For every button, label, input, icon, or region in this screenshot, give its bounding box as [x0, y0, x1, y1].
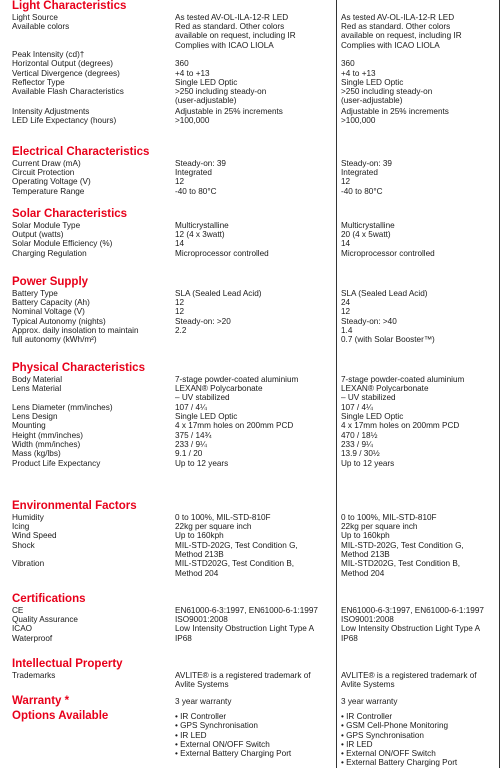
spec-value-model-b: Up to 160kph — [341, 531, 390, 541]
spec-row — [0, 431, 503, 440]
spec-label: Temperature Range — [12, 186, 85, 196]
spec-value-model-a: Microprocessor controlled — [175, 248, 269, 258]
spec-value-model-a: 7-stage powder-coated aluminium — [175, 374, 299, 384]
spec-value-model-b: 233 / 9¼ — [341, 439, 373, 449]
spec-value-model-a: 9.1 / 20 — [175, 449, 203, 459]
section-heading: Intellectual Property — [12, 658, 123, 670]
spec-row — [0, 116, 503, 125]
spec-label: Quality Assurance — [12, 615, 78, 625]
spec-row — [0, 249, 503, 258]
options-heading: Options Available — [12, 710, 109, 722]
spec-label: Horizontal Output (degrees) — [12, 59, 114, 69]
spec-value-model-a: Low Intensity Obstruction Light Type A — [175, 624, 315, 634]
spec-value-model-a: 22kg per square inch — [175, 522, 252, 532]
spec-label: Waterproof — [12, 633, 53, 643]
spec-value-model-a: >100,000 — [175, 116, 210, 126]
spec-row — [0, 384, 503, 403]
spec-value-model-b: Single LED Optic — [341, 412, 404, 421]
spec-label: Typical Autonomy (nights) — [12, 316, 106, 326]
spec-value-model-a: 4 x 17mm holes on 200mm PCD — [175, 421, 294, 431]
section-heading: Certifications — [12, 593, 86, 605]
spec-value-model-a: Up to 160kph — [175, 531, 224, 541]
spec-value-model-a: Multicrystalline — [175, 220, 229, 230]
spec-value-model-b: 1.4 0.7 (with Solar Booster™) — [341, 326, 435, 345]
spec-value-model-a: 12 — [175, 307, 185, 317]
spec-label: Available Flash Characteristics — [12, 87, 124, 97]
spec-value-model-a: 12 — [175, 298, 185, 308]
spec-row — [0, 541, 503, 560]
section-heading: Environmental Factors — [12, 500, 137, 512]
spec-label: Vibration — [12, 559, 45, 569]
spec-label: ICAO — [12, 624, 33, 634]
spec-label: Battery Type — [12, 288, 58, 298]
spec-value-model-a: +4 to +13 — [175, 68, 210, 78]
spec-value-model-a: 360 — [175, 59, 189, 69]
spec-value-model-b: MIL-STD-202G, Test Condition G, Method 213B — [341, 540, 464, 559]
options-list-model-a — [175, 712, 335, 758]
spec-value-model-a: 14 — [175, 239, 185, 249]
spec-value-model-b: +4 to +13 — [341, 68, 376, 78]
spec-label: Vertical Divergence (degrees) — [12, 68, 120, 78]
warranty-heading: Warranty * — [12, 695, 70, 707]
spec-value-model-a: LEXAN® Polycarbonate – UV stabilized — [175, 384, 263, 403]
spec-value-model-a: 12 — [175, 177, 185, 187]
spec-value-model-a: Red as standard. Other colors available on request, including IR Complies with ICAO LIOLA — [175, 22, 296, 50]
spec-value-model-b: -40 to 80°C — [341, 186, 383, 196]
spec-label: Charging Regulation — [12, 248, 87, 258]
spec-value-model-b: Low Intensity Obstruction Light Type A — [341, 624, 481, 634]
spec-row — [0, 449, 503, 458]
spec-value-model-b: 13.9 / 30½ — [341, 449, 380, 459]
spec-value-model-b: 12 — [341, 307, 351, 317]
spec-value-model-b: 4 x 17mm holes on 200mm PCD — [341, 421, 460, 431]
spec-value-model-b: EN61000-6-3:1997, EN61000-6-1:1997 — [341, 605, 484, 615]
spec-value-model-b: MIL-STD202G, Test Condition B, Method 204 — [341, 559, 461, 578]
spec-value-model-a: Steady-on: 39 — [175, 158, 226, 168]
spec-row — [0, 421, 503, 430]
spec-row — [0, 22, 503, 50]
spec-value-model-b: ISO9001:2008 — [341, 615, 394, 625]
spec-value-model-b: 24 — [341, 298, 351, 308]
spec-row — [0, 440, 503, 449]
spec-label: Solar Module Type — [12, 220, 81, 230]
spec-row — [0, 13, 503, 22]
spec-label: Available colors — [12, 22, 70, 32]
spec-label: Height (mm/inches) — [12, 430, 83, 440]
spec-row — [0, 522, 503, 531]
spec-value-model-b: As tested AV-OL-ILA-12-R LED — [341, 12, 455, 22]
spec-label: Solar Module Efficiency (%) — [12, 239, 113, 249]
spec-label: Output (watts) — [12, 230, 64, 240]
spec-label: Current Draw (mA) — [12, 158, 81, 168]
spec-label: CE — [12, 605, 24, 615]
option-item: • IR Controller — [341, 712, 503, 721]
spec-row — [0, 513, 503, 522]
spec-row — [0, 230, 503, 239]
spec-value-model-b: SLA (Sealed Lead Acid) — [341, 288, 428, 298]
spec-row — [0, 531, 503, 540]
spec-row — [0, 59, 503, 68]
spec-row — [0, 177, 503, 186]
spec-value-model-b: Red as standard. Other colors available on request, including IR Complies with ICAO LIOLA — [341, 22, 462, 50]
spec-value-model-a: -40 to 80°C — [175, 186, 217, 196]
spec-value-model-a: 12 (4 x 3watt) — [175, 230, 225, 240]
spec-value-model-b: 107 / 4¼ — [341, 402, 373, 412]
spec-value-model-a: MIL-STD202G, Test Condition B, Method 204 — [175, 559, 295, 578]
spec-row — [0, 375, 503, 384]
warranty-value-model-b: 3 year warranty — [341, 697, 398, 706]
spec-label: Nominal Voltage (V) — [12, 307, 85, 317]
spec-value-model-b: 20 (4 x 5watt) — [341, 230, 391, 240]
spec-value-model-b: 360 — [341, 59, 355, 69]
spec-value-model-b: Single LED Optic — [341, 77, 404, 87]
option-item: • External Battery Charging Port — [341, 758, 503, 767]
spec-value-model-b: 0 to 100%, MIL-STD-810F — [341, 512, 437, 522]
option-item: • IR LED — [341, 740, 503, 749]
spec-row — [0, 615, 503, 624]
section-heading: Electrical Characteristics — [12, 146, 150, 158]
spec-value-model-b: Integrated — [341, 168, 378, 178]
warranty-value-model-a: 3 year warranty — [175, 697, 232, 706]
spec-label: Width (mm/inches) — [12, 439, 81, 449]
spec-row — [0, 671, 503, 690]
option-item: • GPS Synchronisation — [175, 721, 335, 730]
spec-label: Circuit Protection — [12, 168, 75, 178]
spec-value-model-b: >100,000 — [341, 116, 376, 126]
spec-value-model-a: >250 including steady-on (user-adjustable) — [175, 87, 267, 106]
spec-row — [0, 606, 503, 615]
section-heading: Power Supply — [12, 276, 89, 288]
spec-value-model-b: 22kg per square inch — [341, 522, 418, 532]
spec-row — [0, 326, 503, 345]
spec-value-model-a: 233 / 9¼ — [175, 439, 207, 449]
spec-label: Wind Speed — [12, 531, 57, 541]
spec-value-model-a: SLA (Sealed Lead Acid) — [175, 288, 262, 298]
spec-value-model-a: IP68 — [175, 633, 192, 643]
spec-label: Mass (kg/lbs) — [12, 449, 61, 459]
spec-row — [0, 559, 503, 578]
spec-label: Peak Intensity (cd)† — [12, 50, 85, 59]
spec-label: Mounting — [12, 421, 46, 431]
spec-value-model-a: Steady-on: >20 — [175, 316, 231, 326]
spec-value-model-a: ISO9001:2008 — [175, 615, 228, 625]
spec-label: Reflector Type — [12, 77, 65, 87]
spec-value-model-b: Steady-on: >40 — [341, 316, 397, 326]
spec-value-model-b: Adjustable in 25% increments — [341, 106, 449, 116]
spec-label: Lens Design — [12, 412, 58, 421]
option-item: • GPS Synchronisation — [341, 731, 503, 740]
spec-value-model-b: LEXAN® Polycarbonate – UV stabilized — [341, 384, 429, 403]
spec-row — [0, 187, 503, 196]
spec-row — [0, 459, 503, 468]
option-item: • External Battery Charging Port — [175, 749, 335, 758]
spec-label: Trademarks — [12, 670, 56, 680]
spec-row — [0, 298, 503, 307]
spec-value-model-a: Single LED Optic — [175, 77, 238, 87]
spec-value-model-a: As tested AV-OL-ILA-12-R LED — [175, 12, 289, 22]
spec-label: Icing — [12, 522, 30, 532]
spec-value-model-b: 470 / 18½ — [341, 430, 378, 440]
option-item: • IR Controller — [175, 712, 335, 721]
spec-row — [0, 50, 503, 59]
spec-value-model-b: 14 — [341, 239, 351, 249]
spec-row — [0, 221, 503, 230]
spec-label: LED Life Expectancy (hours) — [12, 116, 117, 126]
spec-value-model-a: AVLITE® is a registered trademark of Avlite Systems — [175, 670, 311, 690]
spec-label: Lens Diameter (mm/inches) — [12, 402, 113, 412]
spec-value-model-b: Multicrystalline — [341, 220, 395, 230]
spec-value-model-a: 375 / 14¾ — [175, 430, 212, 440]
spec-value-model-b: Up to 12 years — [341, 458, 395, 468]
spec-value-model-b: AVLITE® is a registered trademark of Avlite Systems — [341, 670, 477, 690]
spec-row — [0, 634, 503, 643]
spec-label: Intensity Adjustments — [12, 106, 90, 116]
spec-label: Humidity — [12, 512, 44, 522]
spec-row — [0, 168, 503, 177]
option-item: • External ON/OFF Switch — [175, 740, 335, 749]
spec-row — [0, 624, 503, 633]
spec-row — [0, 159, 503, 168]
spec-row — [0, 107, 503, 116]
spec-value-model-b: >250 including steady-on (user-adjustable) — [341, 87, 433, 106]
spec-label: Approx. daily insolation to maintain full autonomy (kWh/m²) — [12, 326, 139, 345]
spec-row — [0, 78, 503, 87]
spec-label: Operating Voltage (V) — [12, 177, 91, 187]
spec-value-model-a: Up to 12 years — [175, 458, 229, 468]
spec-value-model-b: 7-stage powder-coated aluminium — [341, 374, 465, 384]
option-item: • IR LED — [175, 731, 335, 740]
spec-value-model-a: MIL-STD-202G, Test Condition G, Method 213B — [175, 540, 298, 559]
spec-label: Lens Material — [12, 384, 62, 394]
spec-value-model-a: Integrated — [175, 168, 212, 178]
spec-label: Body Material — [12, 374, 63, 384]
spec-row — [0, 307, 503, 316]
spec-row — [0, 239, 503, 248]
spec-value-model-a: 107 / 4¼ — [175, 402, 207, 412]
spec-row — [0, 69, 503, 78]
spec-row — [0, 317, 503, 326]
option-item: • External ON/OFF Switch — [341, 749, 503, 758]
spec-value-model-a: EN61000-6-3:1997, EN61000-6-1:1997 — [175, 605, 318, 615]
spec-value-model-a: Adjustable in 25% increments — [175, 106, 283, 116]
spec-value-model-a: 0 to 100%, MIL-STD-810F — [175, 512, 271, 522]
spec-row — [0, 289, 503, 298]
spec-label: Product Life Expectancy — [12, 458, 101, 468]
spec-value-model-a: Single LED Optic — [175, 412, 238, 421]
spec-value-model-a: 2.2 — [175, 326, 187, 335]
section-heading: Solar Characteristics — [12, 208, 128, 220]
spec-row — [0, 403, 503, 412]
options-list-model-b — [341, 712, 503, 768]
spec-label: Light Source — [12, 12, 58, 22]
spec-row — [0, 412, 503, 421]
spec-value-model-b: IP68 — [341, 633, 358, 643]
spec-row — [0, 87, 503, 106]
spec-label: Shock — [12, 540, 35, 550]
option-item: • GSM Cell-Phone Monitoring — [341, 721, 503, 730]
spec-value-model-b: Microprocessor controlled — [341, 248, 435, 258]
section-heading: Light Characteristics — [12, 0, 127, 12]
spec-label: Battery Capacity (Ah) — [12, 298, 90, 308]
spec-value-model-b: 12 — [341, 177, 351, 187]
spec-value-model-b: Steady-on: 39 — [341, 158, 392, 168]
section-heading: Physical Characteristics — [12, 362, 145, 374]
